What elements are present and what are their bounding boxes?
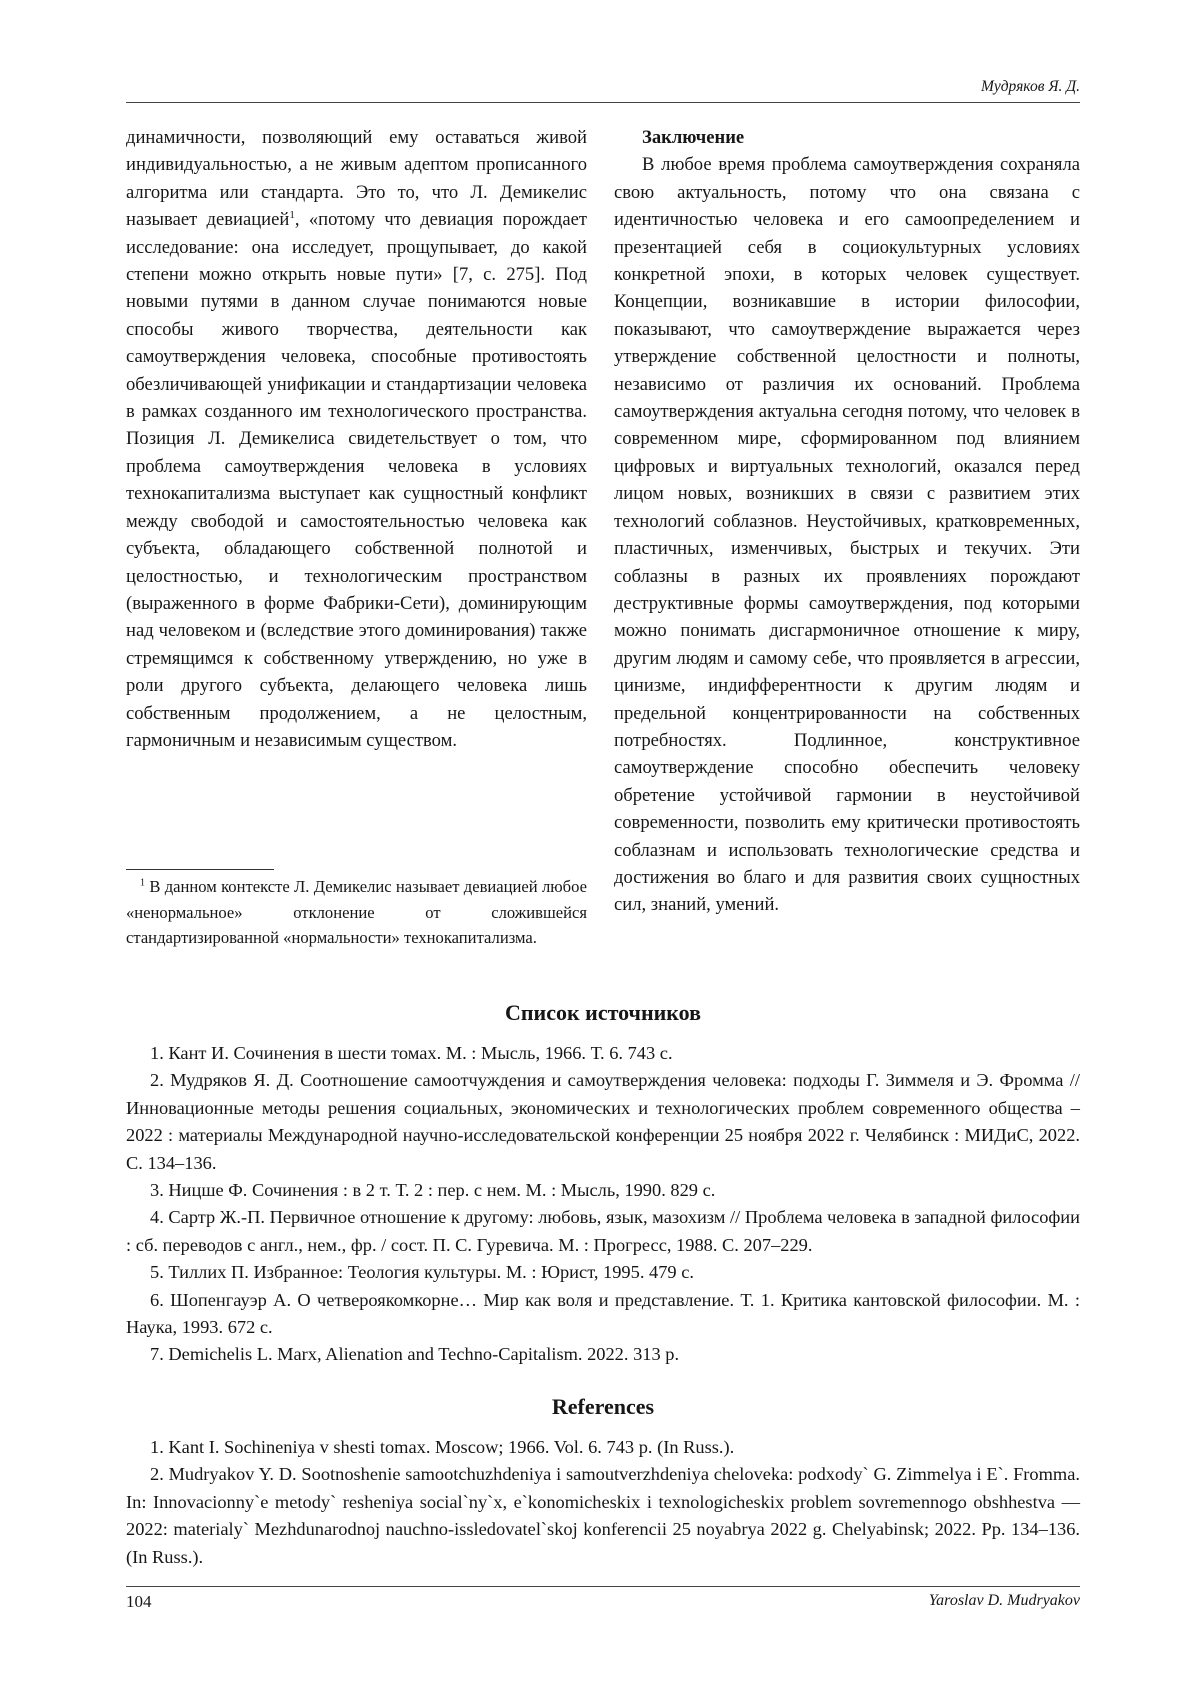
footer-rule <box>126 1586 1080 1587</box>
sources-heading: Список источников <box>504 1000 702 1025</box>
running-header <box>126 78 1080 103</box>
section-title-conclusion: Заключение <box>642 127 745 148</box>
footnote <box>126 874 587 951</box>
reference-item: 1. Kant I. Sochineniya v shesti tomax. Moscow; 1966. Vol. 6. 743 p. (In Russ.). <box>150 1437 735 1457</box>
references-heading: References <box>551 1394 655 1419</box>
reference-item: 2. Mudryakov Y. D. Sootnoshenie samootchuzhdeniya i samoutverzhdeniya cheloveka: podxody` G. Zimmelya i E`. Fromma. In: Innovacionny`e metody` resheniya social`ny`x, e`konomicheskix i texnologicheskix problem sovremennogo obshhestva — 2022: materialy` Mezhdunarodnoj nauchno-issledovatel`skoj konferencii 25 noyabrya 2022 g. Chelyabinsk; 2022. Pp. 134–136. (In Russ.). <box>126 1464 1080 1567</box>
source-item: 3. Ницше Ф. Сочинения : в 2 т. Т. 2 : пер. с нем. М. : Мысль, 1990. 829 с. <box>150 1180 716 1201</box>
footnote-text: В данном контексте Л. Демикелис называет девиацией любое «ненормальное» отклонение от сложившейся стандартизированной «нормальности» технокапитализма. <box>126 877 587 947</box>
running-title: Мудряков Я. Д. <box>980 78 1080 95</box>
left-text-part-1: динамичности, позволяющий ему оставаться живой индивидуальностью, а не живым адептом прописанного алгоритма или стандарта. Это то, что Л. Демикелис называет девиацией <box>126 127 587 231</box>
source-item: 5. Тиллих П. Избранное: Теология культуры. М. : Юрист, 1995. 479 с. <box>150 1262 694 1283</box>
source-item: 4. Сартр Ж.-П. Первичное отношение к другому: любовь, язык, мазохизм // Проблема человека в западной философии : сб. переводов с англ., нем., фр. / сост. П. С. Гуревича. М. : Прогресс, 1988. С. 207–229. <box>126 1207 1080 1255</box>
conclusion-paragraph: В любое время проблема самоутверждения сохраняла свою актуальность, потому что она связана с идентичностью человека и его самоопределением и презентацией себя в социокультурных условиях конкретной эпохи, в которых человек существует. Концепции, возникавшие в истории философии, показывают, что самоутверждение выражается через утверждение собственной целостности и полноты, независимо от различия их оснований. Проблема самоутверждения актуальна сегодня потому, что человек в современном мире, сформированном под влиянием цифровых и виртуальных технологий, оказался перед лицом новых, возникших в связи с развитием этих технологий соблазнов. Неустойчивых, кратковременных, пластичных, изменчивых, быстрых и текучих. Эти соблазны в разных их проявлениях порождают деструктивные формы самоутверждения, под которыми можно понимать дисгармоничное отношение к миру, другим людям и самому себе, что проявляется в агрессии, цинизме, индифферентности к другим людям и предельной концентрированности на собственных потребностях. Подлинное, конструктивное самоутверждение способно обеспечить человеку обретение устойчивой гармонии в неустойчивой современности, позволить ему критически противостоять соблазнам и использовать технологические средства и достижения во благо и для развития своих сущностных сил, знаний, умений. <box>614 154 1080 916</box>
source-item: 7. Demichelis L. Marx, Alienation and Techno-Capitalism. 2022. 313 p. <box>150 1344 680 1365</box>
right-column <box>614 124 1080 919</box>
references-list <box>126 1434 1080 1571</box>
footnote-divider <box>126 869 274 870</box>
left-column-paragraph <box>126 124 587 754</box>
source-item: 6. Шопенгауэр А. О четвероякомкорне… Мир как воля и представление. Т. 1. Критика кантовской философии. М. : Наука, 1993. 672 с. <box>126 1289 1080 1338</box>
sources-list <box>126 1040 1080 1369</box>
page-number: 104 <box>126 1592 152 1611</box>
footnote-reference[interactable]: 1 <box>289 209 295 222</box>
footer-author: Yaroslav D. Mudryakov <box>928 1592 1080 1609</box>
source-item: 2. Мудряков Я. Д. Соотношение самоотчуждения и самоутверждения человека: подходы Г. Зиммеля и Э. Фромма // Инновационные методы решения социальных, экономических и технологических проблем современного общества – 2022 : материалы Международной научно-исследовательской конференции 25 ноября 2022 г. Челябинск : МИДиС, 2022. С. 134–136. <box>126 1070 1080 1173</box>
source-item: 1. Кант И. Сочинения в шести томах. М. : Мысль, 1966. Т. 6. 743 с. <box>150 1043 673 1063</box>
left-column <box>126 124 587 754</box>
footnote-marker: 1 <box>140 877 145 889</box>
left-text-part-2: , «потому что девиация порождает исследование: она исследует, прощупывает, до какой степени можно открыть новые пути» [7, с. 275]. Под новыми путями в данном случае понимаются новые способы живого творчества, деятельности как самоутверждения человека, способные противостоять обезличивающей унификации и стандартизации человека в рамках созданного им технологического пространства. Позиция Л. Демикелиса свидетельствует о том, что проблема самоутверждения человека в условиях технокапитализма выступает как сущностный конфликт между свободой и самостоятельностью человека как субъекта, обладающего собственной полнотой и целостностью, и технологическим пространством (выраженного в форме Фабрики-Сети), доминирующим над человеком и (вследствие этого доминирования) также стремящимся к собственному утверждению, но уже в роли другого субъекта, делающего человека лишь собственным продолжением, а не целостным, гармоничным и независимым существом. <box>126 209 587 751</box>
